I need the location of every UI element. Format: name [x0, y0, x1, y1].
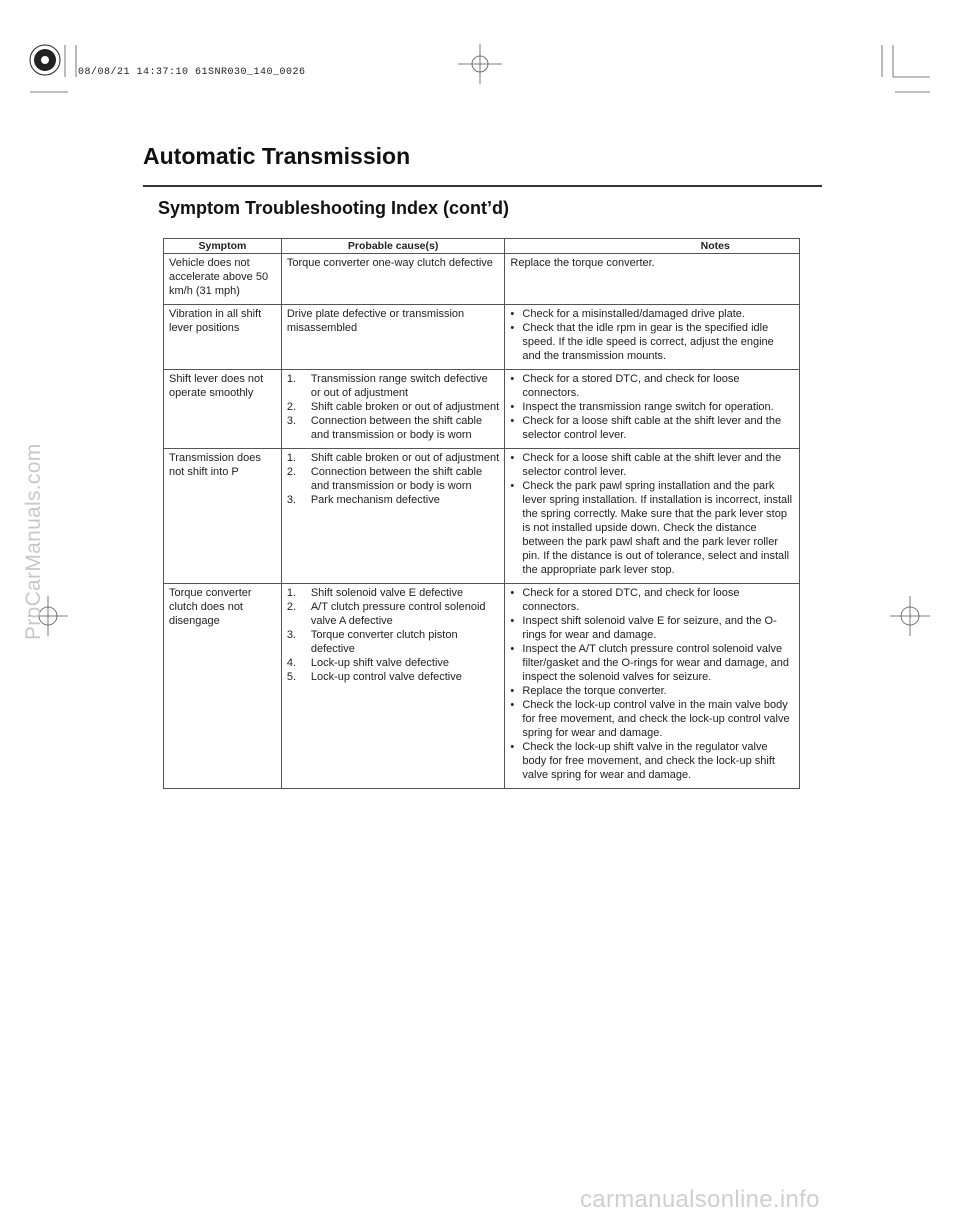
notes-cell	[505, 370, 800, 449]
symptom-cell: Vehicle does not accelerate above 50 km/h (31 mph)	[164, 254, 282, 305]
causes-cell	[281, 584, 505, 789]
cause-item: 1. Shift solenoid valve E defective	[286, 587, 464, 599]
notes-cell: Replace the torque converter.	[505, 254, 800, 305]
symptom-cell: Torque converter clutch does not disengage	[164, 584, 282, 789]
bottom-watermark: carmanualsonline.info	[580, 1186, 820, 1213]
bullet-marker: •	[510, 643, 515, 655]
cause-item: 1. Shift cable broken or out of adjustment	[286, 452, 500, 464]
note-item: • Check for a loose shift cable at the shift lever and the selector control lever.	[510, 415, 782, 441]
print-timestamp: 08/08/21 14:37:10 61SNR030_140_0026	[78, 67, 306, 78]
bullet-marker: •	[510, 480, 515, 492]
bullet-marker: •	[510, 322, 515, 334]
note-item: • Inspect the A/T clutch pressure control solenoid valve filter/gasket and the O-rings for wear and damage, and inspect the solenoid valves for seizure.	[510, 643, 790, 683]
notes-cell	[505, 449, 800, 584]
table-row	[164, 584, 800, 789]
table-header-row	[164, 239, 800, 254]
symptom-cell: Shift lever does not operate smoothly	[164, 370, 282, 449]
causes-column-header: Probable cause(s)	[281, 239, 505, 254]
page-title: Automatic Transmission	[143, 143, 411, 169]
cause-item: 2. A/T clutch pressure control solenoid valve A defective	[286, 601, 486, 627]
table-row	[164, 305, 800, 370]
bullet-marker: •	[510, 741, 515, 753]
section-title: Symptom Troubleshooting Index (cont’d)	[158, 198, 509, 218]
causes-cell	[281, 449, 505, 584]
cause-item: 2. Connection between the shift cable and transmission or body is worn	[286, 466, 483, 492]
bullet-marker: •	[510, 401, 515, 413]
notes-cell	[505, 305, 800, 370]
bullet-marker: •	[510, 587, 515, 599]
symptom-table	[163, 238, 800, 789]
side-watermark: ProCarManuals.com	[22, 443, 45, 640]
notes-column-header: Notes	[505, 239, 800, 254]
causes-cell	[281, 370, 505, 449]
note-item: • Inspect the transmission range switch for operation.	[510, 401, 774, 413]
note-item: • Inspect shift solenoid valve E for seizure, and the O-rings for wear and damage.	[510, 615, 777, 641]
symptom-cell: Vibration in all shift lever positions	[164, 305, 282, 370]
bullet-marker: •	[510, 615, 515, 627]
cause-item: 2. Shift cable broken or out of adjustment	[286, 401, 500, 413]
symptom-column-header: Symptom	[164, 239, 282, 254]
note-item: • Check for a loose shift cable at the shift lever and the selector control lever.	[510, 452, 782, 478]
cause-item: 3. Park mechanism defective	[286, 494, 440, 506]
title-divider	[143, 185, 822, 187]
note-item: • Check for a misinstalled/damaged drive plate.	[510, 308, 745, 320]
note-item: • Check for a stored DTC, and check for loose connectors.	[510, 587, 740, 613]
bullet-marker: •	[510, 308, 515, 320]
crosshair-top-icon	[458, 44, 502, 84]
notes-cell	[505, 584, 800, 789]
cause-item: 5. Lock-up control valve defective	[286, 671, 462, 683]
note-item: • Replace the torque converter.	[510, 685, 667, 697]
note-item: • Check the lock-up control valve in the main valve body for free movement, and check the lock-up control valve spring for wear and damage.	[510, 699, 790, 739]
bullet-marker: •	[510, 685, 515, 697]
crosshair-right-icon	[890, 596, 930, 636]
table-row	[164, 370, 800, 449]
note-item: • Check that the idle rpm in gear is the specified idle speed. If the idle speed is correct, adjust the engine and the transmission mounts.	[510, 322, 774, 362]
table-row	[164, 254, 800, 305]
bullet-marker: •	[510, 373, 515, 385]
bullet-marker: •	[510, 415, 515, 427]
causes-cell: Torque converter one-way clutch defective	[281, 254, 505, 305]
bullet-marker: •	[510, 699, 515, 711]
registration-target-icon	[30, 45, 60, 75]
note-item: • Check the lock-up shift valve in the regulator valve body for free movement, and check the lock-up shift valve spring for wear and damage.	[510, 741, 775, 781]
cause-item: 1. Transmission range switch defective or out of adjustment	[286, 373, 488, 399]
cause-item: 3. Torque converter clutch piston defective	[286, 629, 458, 655]
causes-cell: Drive plate defective or transmission misassembled	[281, 305, 505, 370]
cause-item: 3. Connection between the shift cable and transmission or body is worn	[286, 415, 483, 441]
bullet-marker: •	[510, 452, 515, 464]
cause-item: 4. Lock-up shift valve defective	[286, 657, 450, 669]
note-item: • Check for a stored DTC, and check for loose connectors.	[510, 373, 740, 399]
note-item: • Check the park pawl spring installation and the park lever spring installation. If installation is incorrect, install the spring correctly. Make sure that the park lever stop is not installed upside down. Check the distance between the park pawl shaft and the park lever roller pin. If the distance is out of tolerance, select and install the appropriate park lever stop.	[510, 480, 793, 576]
table-row	[164, 449, 800, 584]
symptom-cell: Transmission does not shift into P	[164, 449, 282, 584]
